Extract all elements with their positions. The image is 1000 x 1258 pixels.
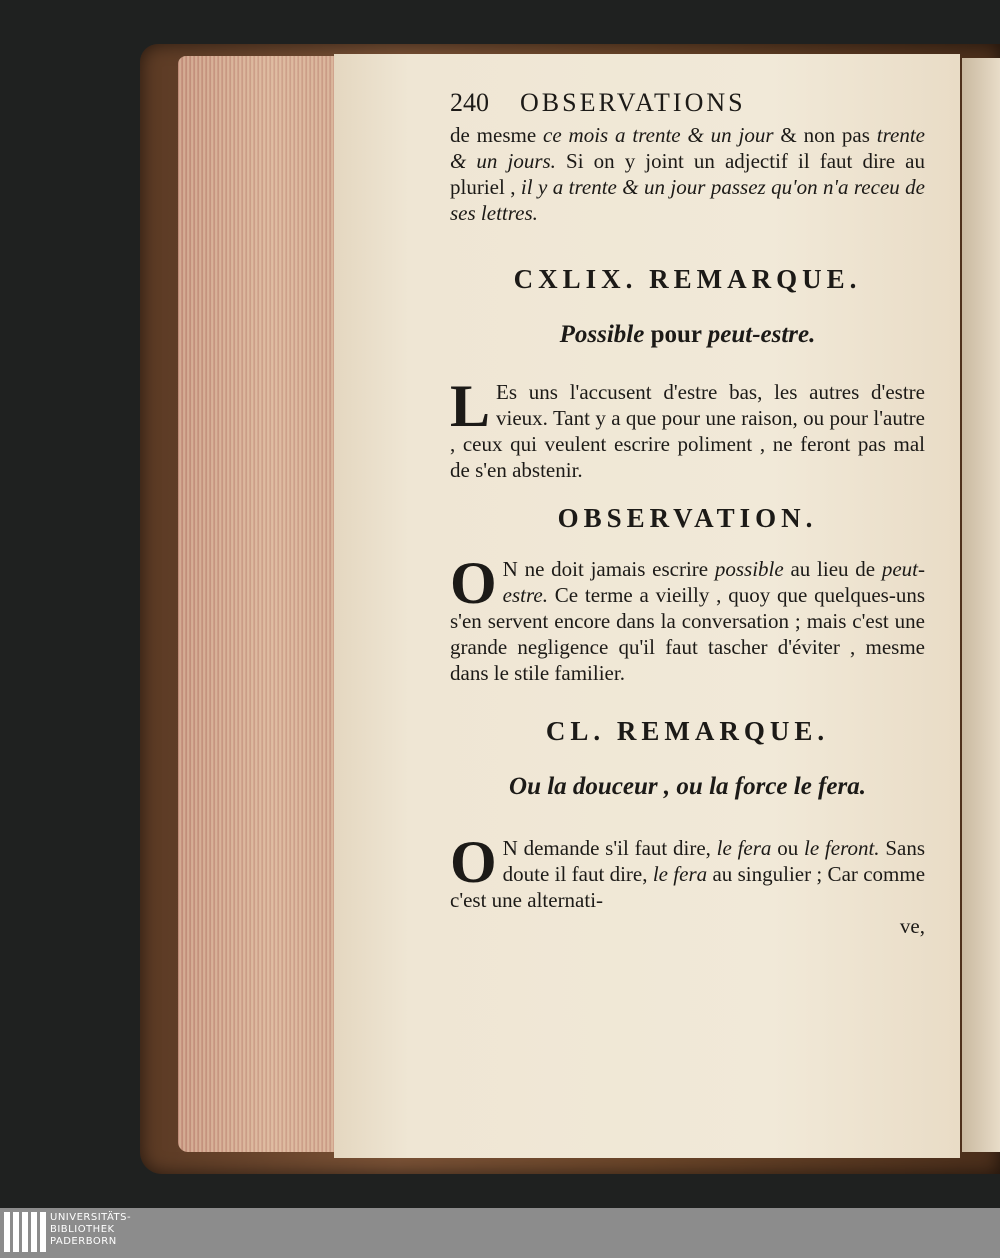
observation-heading: OBSERVATION.: [557, 503, 818, 533]
observation-text: O N ne doit jamais escrire possible au lieu de peut-estre. Ce terme a vieilly , quoy que quelques-uns s'en servent encore dans la conversation ; mais c'est une grande negligence qu'il faut tascher d'éviter , mesme dans le stile familier.: [450, 550, 925, 685]
drop-cap: O: [450, 829, 497, 895]
intro-paragraph: de mesme ce mois a trente & un jour & non pas trente & un jours. Si on y joint un adjectif il faut dire au pluriel , il y a trente & un jour passez qu'on n'a receu de ses lettres.: [450, 123, 926, 225]
subheading-possible: Possible pour peut-estre.: [559, 321, 816, 348]
drop-cap: O: [450, 550, 497, 616]
running-title: OBSERVATIONS: [520, 88, 746, 117]
section-heading-cxlix: CXLIX. REMARQUE.: [513, 264, 862, 294]
page-edges: [178, 56, 334, 1152]
library-logo-icon: [4, 1212, 46, 1252]
remarque-cxlix-text: L Es uns l'accusent d'estre bas, les autres d'estre vieux. Tant y a que pour une raison, ou pour l'autre , ceux qui veulent escrire poliment , ne feront pas mal de s'en abstenir.: [450, 373, 925, 482]
library-name: UNIVERSITÄTS- BIBLIOTHEK PADERBORN: [50, 1212, 132, 1247]
remarque-cl-text: O N demande s'il faut dire, le fera ou le feront. Sans doute il faut dire, le fera au singulier ; Car comme c'est une alternati-: [450, 829, 926, 912]
subheading-douceur: Ou la douceur , ou la force le fera.: [509, 773, 866, 800]
running-head: [450, 88, 925, 120]
facing-page-edge: [962, 58, 1000, 1152]
section-heading-cl: CL. REMARQUE.: [545, 716, 830, 746]
library-footer: [0, 1208, 1000, 1258]
page-text: [450, 88, 925, 939]
catchword: ve,: [899, 914, 925, 938]
page-number: 240: [450, 88, 489, 117]
drop-cap: L: [450, 373, 491, 439]
